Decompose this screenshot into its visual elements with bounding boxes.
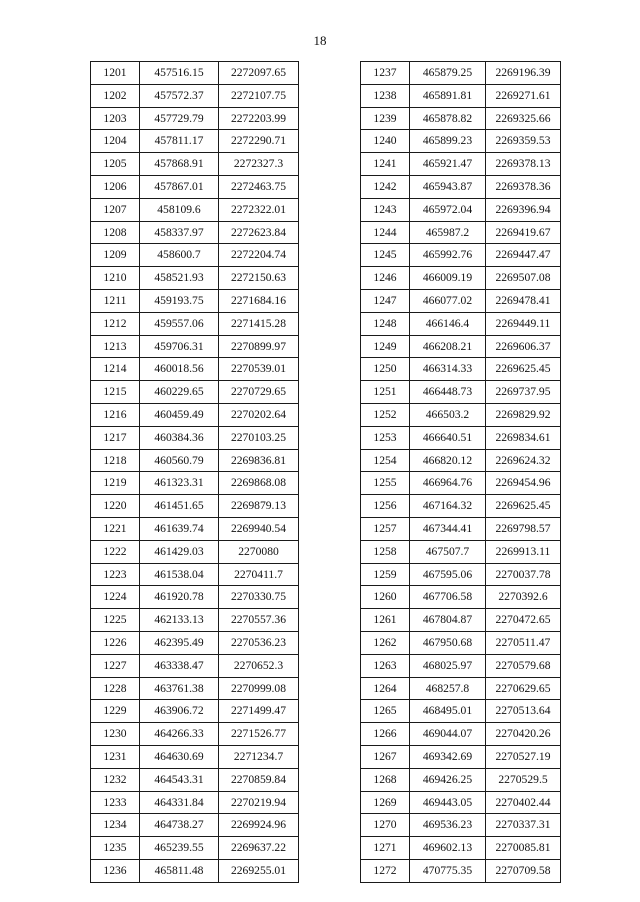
table-row <box>361 312 561 335</box>
y-coordinate-cell: 2272463.75 <box>219 175 299 198</box>
y-coordinate-cell: 2270402.44 <box>486 791 561 814</box>
y-coordinate-cell: 2270629.65 <box>486 677 561 700</box>
point-number-cell: 1250 <box>361 358 410 381</box>
point-number-cell: 1245 <box>361 244 410 267</box>
point-number-cell: 1238 <box>361 84 410 107</box>
table-row <box>91 449 299 472</box>
x-coordinate-cell: 466208.21 <box>410 335 486 358</box>
point-number-cell: 1263 <box>361 654 410 677</box>
table-row <box>91 107 299 130</box>
table-row <box>361 723 561 746</box>
y-coordinate-cell: 2269478.41 <box>486 289 561 312</box>
x-coordinate-cell: 457729.79 <box>140 107 219 130</box>
point-number-cell: 1202 <box>91 84 140 107</box>
table-row <box>91 563 299 586</box>
point-number-cell: 1230 <box>91 723 140 746</box>
x-coordinate-cell: 469426.25 <box>410 768 486 791</box>
point-number-cell: 1269 <box>361 791 410 814</box>
coordinates-table-left <box>90 61 299 883</box>
y-coordinate-cell: 2270411.7 <box>219 563 299 586</box>
table-row <box>91 586 299 609</box>
x-coordinate-cell: 457868.91 <box>140 153 219 176</box>
y-coordinate-cell: 2270579.68 <box>486 654 561 677</box>
point-number-cell: 1251 <box>361 381 410 404</box>
point-number-cell: 1239 <box>361 107 410 130</box>
table-row <box>361 358 561 381</box>
y-coordinate-cell: 2269940.54 <box>219 517 299 540</box>
y-coordinate-cell: 2269196.39 <box>486 62 561 85</box>
y-coordinate-cell: 2270899.97 <box>219 335 299 358</box>
y-coordinate-cell: 2269447.47 <box>486 244 561 267</box>
y-coordinate-cell: 2269836.81 <box>219 449 299 472</box>
x-coordinate-cell: 465943.87 <box>410 175 486 198</box>
x-coordinate-cell: 465921.47 <box>410 153 486 176</box>
point-number-cell: 1234 <box>91 814 140 837</box>
y-coordinate-cell: 2270513.64 <box>486 700 561 723</box>
x-coordinate-cell: 466640.51 <box>410 426 486 449</box>
x-coordinate-cell: 464630.69 <box>140 745 219 768</box>
table-row <box>91 221 299 244</box>
y-coordinate-cell: 2269325.66 <box>486 107 561 130</box>
point-number-cell: 1258 <box>361 540 410 563</box>
point-number-cell: 1233 <box>91 791 140 814</box>
table-row <box>361 267 561 290</box>
point-number-cell: 1203 <box>91 107 140 130</box>
y-coordinate-cell: 2270103.25 <box>219 426 299 449</box>
x-coordinate-cell: 467706.58 <box>410 586 486 609</box>
point-number-cell: 1219 <box>91 472 140 495</box>
table-row <box>91 130 299 153</box>
x-coordinate-cell: 470775.35 <box>410 859 486 882</box>
table-row <box>361 745 561 768</box>
coordinates-table-right <box>360 61 561 883</box>
point-number-cell: 1248 <box>361 312 410 335</box>
table-row <box>361 289 561 312</box>
point-number-cell: 1210 <box>91 267 140 290</box>
point-number-cell: 1217 <box>91 426 140 449</box>
y-coordinate-cell: 2272097.65 <box>219 62 299 85</box>
point-number-cell: 1227 <box>91 654 140 677</box>
y-coordinate-cell: 2269829.92 <box>486 403 561 426</box>
table-row <box>361 381 561 404</box>
point-number-cell: 1204 <box>91 130 140 153</box>
y-coordinate-cell: 2272204.74 <box>219 244 299 267</box>
y-coordinate-cell: 2269637.22 <box>219 837 299 860</box>
table-row <box>91 153 299 176</box>
table-row <box>91 745 299 768</box>
y-coordinate-cell: 2270392.6 <box>486 586 561 609</box>
point-number-cell: 1205 <box>91 153 140 176</box>
y-coordinate-cell: 2269419.67 <box>486 221 561 244</box>
point-number-cell: 1213 <box>91 335 140 358</box>
table-row <box>91 723 299 746</box>
table-row <box>91 791 299 814</box>
point-number-cell: 1261 <box>361 609 410 632</box>
x-coordinate-cell: 463761.38 <box>140 677 219 700</box>
point-number-cell: 1218 <box>91 449 140 472</box>
table-row <box>91 472 299 495</box>
table-row <box>361 609 561 632</box>
x-coordinate-cell: 466146.4 <box>410 312 486 335</box>
x-coordinate-cell: 461429.03 <box>140 540 219 563</box>
y-coordinate-cell: 2270337.31 <box>486 814 561 837</box>
point-number-cell: 1267 <box>361 745 410 768</box>
y-coordinate-cell: 2269879.13 <box>219 495 299 518</box>
y-coordinate-cell: 2269606.37 <box>486 335 561 358</box>
x-coordinate-cell: 469044.07 <box>410 723 486 746</box>
table-row <box>361 244 561 267</box>
x-coordinate-cell: 460018.56 <box>140 358 219 381</box>
table-row <box>91 358 299 381</box>
x-coordinate-cell: 464738.27 <box>140 814 219 837</box>
y-coordinate-cell: 2270536.23 <box>219 631 299 654</box>
x-coordinate-cell: 468495.01 <box>410 700 486 723</box>
table-row <box>361 586 561 609</box>
x-coordinate-cell: 466503.2 <box>410 403 486 426</box>
y-coordinate-cell: 2269924.96 <box>219 814 299 837</box>
x-coordinate-cell: 468257.8 <box>410 677 486 700</box>
table-row <box>91 814 299 837</box>
x-coordinate-cell: 467164.32 <box>410 495 486 518</box>
point-number-cell: 1216 <box>91 403 140 426</box>
y-coordinate-cell: 2269737.95 <box>486 381 561 404</box>
table-row <box>361 84 561 107</box>
point-number-cell: 1225 <box>91 609 140 632</box>
table-row <box>361 449 561 472</box>
x-coordinate-cell: 461920.78 <box>140 586 219 609</box>
point-number-cell: 1240 <box>361 130 410 153</box>
table-row <box>91 62 299 85</box>
y-coordinate-cell: 2270729.65 <box>219 381 299 404</box>
x-coordinate-cell: 467507.7 <box>410 540 486 563</box>
y-coordinate-cell: 2269378.36 <box>486 175 561 198</box>
point-number-cell: 1228 <box>91 677 140 700</box>
table-row <box>361 495 561 518</box>
point-number-cell: 1223 <box>91 563 140 586</box>
x-coordinate-cell: 466964.76 <box>410 472 486 495</box>
point-number-cell: 1260 <box>361 586 410 609</box>
x-coordinate-cell: 465972.04 <box>410 198 486 221</box>
table-row <box>91 335 299 358</box>
point-number-cell: 1231 <box>91 745 140 768</box>
table-row <box>91 381 299 404</box>
table-row <box>361 540 561 563</box>
y-coordinate-cell: 2272107.75 <box>219 84 299 107</box>
y-coordinate-cell: 2269624.32 <box>486 449 561 472</box>
y-coordinate-cell: 2270037.78 <box>486 563 561 586</box>
point-number-cell: 1247 <box>361 289 410 312</box>
x-coordinate-cell: 466077.02 <box>410 289 486 312</box>
table-row <box>361 768 561 791</box>
y-coordinate-cell: 2270330.75 <box>219 586 299 609</box>
y-coordinate-cell: 2270709.58 <box>486 859 561 882</box>
point-number-cell: 1265 <box>361 700 410 723</box>
point-number-cell: 1259 <box>361 563 410 586</box>
x-coordinate-cell: 460229.65 <box>140 381 219 404</box>
table-row <box>91 517 299 540</box>
table-row <box>91 768 299 791</box>
x-coordinate-cell: 457811.17 <box>140 130 219 153</box>
table-row <box>361 791 561 814</box>
point-number-cell: 1249 <box>361 335 410 358</box>
y-coordinate-cell: 2271499.47 <box>219 700 299 723</box>
table-row <box>361 221 561 244</box>
x-coordinate-cell: 464543.31 <box>140 768 219 791</box>
y-coordinate-cell: 2270652.3 <box>219 654 299 677</box>
point-number-cell: 1257 <box>361 517 410 540</box>
x-coordinate-cell: 465239.55 <box>140 837 219 860</box>
table-row <box>361 654 561 677</box>
table-row <box>91 837 299 860</box>
table-row <box>91 859 299 882</box>
table-row <box>91 198 299 221</box>
y-coordinate-cell: 2269507.08 <box>486 267 561 290</box>
x-coordinate-cell: 460384.36 <box>140 426 219 449</box>
point-number-cell: 1232 <box>91 768 140 791</box>
point-number-cell: 1253 <box>361 426 410 449</box>
y-coordinate-cell: 2269625.45 <box>486 495 561 518</box>
y-coordinate-cell: 2269834.61 <box>486 426 561 449</box>
table-row <box>361 107 561 130</box>
y-coordinate-cell: 2270859.84 <box>219 768 299 791</box>
x-coordinate-cell: 466314.33 <box>410 358 486 381</box>
point-number-cell: 1271 <box>361 837 410 860</box>
table-row <box>361 837 561 860</box>
table-row <box>361 814 561 837</box>
y-coordinate-cell: 2272150.63 <box>219 267 299 290</box>
x-coordinate-cell: 457516.15 <box>140 62 219 85</box>
coordinates-table-right-body <box>361 62 561 883</box>
point-number-cell: 1214 <box>91 358 140 381</box>
y-coordinate-cell: 2269913.11 <box>486 540 561 563</box>
x-coordinate-cell: 469342.69 <box>410 745 486 768</box>
x-coordinate-cell: 459557.06 <box>140 312 219 335</box>
table-row <box>91 426 299 449</box>
x-coordinate-cell: 465891.81 <box>410 84 486 107</box>
y-coordinate-cell: 2270511.47 <box>486 631 561 654</box>
point-number-cell: 1208 <box>91 221 140 244</box>
x-coordinate-cell: 458521.93 <box>140 267 219 290</box>
table-row <box>361 677 561 700</box>
point-number-cell: 1207 <box>91 198 140 221</box>
table-row <box>361 700 561 723</box>
y-coordinate-cell: 2270529.5 <box>486 768 561 791</box>
table-row <box>91 677 299 700</box>
table-row <box>91 312 299 335</box>
x-coordinate-cell: 467344.41 <box>410 517 486 540</box>
y-coordinate-cell: 2270539.01 <box>219 358 299 381</box>
table-row <box>91 609 299 632</box>
y-coordinate-cell: 2269255.01 <box>219 859 299 882</box>
x-coordinate-cell: 469602.13 <box>410 837 486 860</box>
x-coordinate-cell: 465878.82 <box>410 107 486 130</box>
point-number-cell: 1243 <box>361 198 410 221</box>
table-row <box>91 540 299 563</box>
table-row <box>361 631 561 654</box>
table-row <box>361 153 561 176</box>
y-coordinate-cell: 2271526.77 <box>219 723 299 746</box>
point-number-cell: 1264 <box>361 677 410 700</box>
table-row <box>91 654 299 677</box>
y-coordinate-cell: 2269378.13 <box>486 153 561 176</box>
table-row <box>91 289 299 312</box>
point-number-cell: 1212 <box>91 312 140 335</box>
page-number: 18 <box>313 33 327 48</box>
point-number-cell: 1244 <box>361 221 410 244</box>
y-coordinate-cell: 2270557.36 <box>219 609 299 632</box>
x-coordinate-cell: 468025.97 <box>410 654 486 677</box>
y-coordinate-cell: 2270202.64 <box>219 403 299 426</box>
point-number-cell: 1252 <box>361 403 410 426</box>
table-row <box>91 700 299 723</box>
x-coordinate-cell: 464331.84 <box>140 791 219 814</box>
table-row <box>91 244 299 267</box>
y-coordinate-cell: 2269449.11 <box>486 312 561 335</box>
x-coordinate-cell: 465987.2 <box>410 221 486 244</box>
point-number-cell: 1222 <box>91 540 140 563</box>
point-number-cell: 1266 <box>361 723 410 746</box>
table-row <box>361 403 561 426</box>
y-coordinate-cell: 2270472.65 <box>486 609 561 632</box>
table-row <box>361 517 561 540</box>
table-row <box>91 84 299 107</box>
table-row <box>91 403 299 426</box>
table-row <box>361 426 561 449</box>
x-coordinate-cell: 467950.68 <box>410 631 486 654</box>
y-coordinate-cell: 2270999.08 <box>219 677 299 700</box>
x-coordinate-cell: 459193.75 <box>140 289 219 312</box>
y-coordinate-cell: 2272322.01 <box>219 198 299 221</box>
y-coordinate-cell: 2271684.16 <box>219 289 299 312</box>
coordinates-table-left-body <box>91 62 299 883</box>
point-number-cell: 1229 <box>91 700 140 723</box>
y-coordinate-cell: 2269271.61 <box>486 84 561 107</box>
point-number-cell: 1272 <box>361 859 410 882</box>
x-coordinate-cell: 458109.6 <box>140 198 219 221</box>
x-coordinate-cell: 465879.25 <box>410 62 486 85</box>
table-row <box>91 267 299 290</box>
point-number-cell: 1221 <box>91 517 140 540</box>
table-row <box>361 335 561 358</box>
x-coordinate-cell: 458337.97 <box>140 221 219 244</box>
x-coordinate-cell: 460459.49 <box>140 403 219 426</box>
point-number-cell: 1237 <box>361 62 410 85</box>
table-row <box>361 859 561 882</box>
x-coordinate-cell: 469536.23 <box>410 814 486 837</box>
table-row <box>91 495 299 518</box>
y-coordinate-cell: 2271415.28 <box>219 312 299 335</box>
x-coordinate-cell: 457867.01 <box>140 175 219 198</box>
table-row <box>361 472 561 495</box>
x-coordinate-cell: 464266.33 <box>140 723 219 746</box>
y-coordinate-cell: 2269798.57 <box>486 517 561 540</box>
point-number-cell: 1268 <box>361 768 410 791</box>
y-coordinate-cell: 2270080 <box>219 540 299 563</box>
point-number-cell: 1226 <box>91 631 140 654</box>
x-coordinate-cell: 463906.72 <box>140 700 219 723</box>
y-coordinate-cell: 2270219.94 <box>219 791 299 814</box>
x-coordinate-cell: 461639.74 <box>140 517 219 540</box>
y-coordinate-cell: 2269868.08 <box>219 472 299 495</box>
x-coordinate-cell: 462133.13 <box>140 609 219 632</box>
point-number-cell: 1215 <box>91 381 140 404</box>
y-coordinate-cell: 2270527.19 <box>486 745 561 768</box>
point-number-cell: 1256 <box>361 495 410 518</box>
x-coordinate-cell: 458600.7 <box>140 244 219 267</box>
point-number-cell: 1211 <box>91 289 140 312</box>
point-number-cell: 1270 <box>361 814 410 837</box>
x-coordinate-cell: 465899.23 <box>410 130 486 153</box>
point-number-cell: 1209 <box>91 244 140 267</box>
table-row <box>361 563 561 586</box>
point-number-cell: 1224 <box>91 586 140 609</box>
x-coordinate-cell: 466009.19 <box>410 267 486 290</box>
y-coordinate-cell: 2269359.53 <box>486 130 561 153</box>
y-coordinate-cell: 2272203.99 <box>219 107 299 130</box>
y-coordinate-cell: 2272623.84 <box>219 221 299 244</box>
point-number-cell: 1235 <box>91 837 140 860</box>
x-coordinate-cell: 460560.79 <box>140 449 219 472</box>
x-coordinate-cell: 461451.65 <box>140 495 219 518</box>
y-coordinate-cell: 2270420.26 <box>486 723 561 746</box>
table-row <box>361 62 561 85</box>
table-row <box>91 175 299 198</box>
x-coordinate-cell: 469443.05 <box>410 791 486 814</box>
x-coordinate-cell: 466448.73 <box>410 381 486 404</box>
y-coordinate-cell: 2269625.45 <box>486 358 561 381</box>
point-number-cell: 1246 <box>361 267 410 290</box>
x-coordinate-cell: 462395.49 <box>140 631 219 654</box>
y-coordinate-cell: 2271234.7 <box>219 745 299 768</box>
table-row <box>361 175 561 198</box>
point-number-cell: 1262 <box>361 631 410 654</box>
y-coordinate-cell: 2272327.3 <box>219 153 299 176</box>
x-coordinate-cell: 463338.47 <box>140 654 219 677</box>
x-coordinate-cell: 467804.87 <box>410 609 486 632</box>
y-coordinate-cell: 2270085.81 <box>486 837 561 860</box>
point-number-cell: 1236 <box>91 859 140 882</box>
table-row <box>361 130 561 153</box>
y-coordinate-cell: 2269454.96 <box>486 472 561 495</box>
y-coordinate-cell: 2272290.71 <box>219 130 299 153</box>
point-number-cell: 1220 <box>91 495 140 518</box>
point-number-cell: 1255 <box>361 472 410 495</box>
x-coordinate-cell: 459706.31 <box>140 335 219 358</box>
point-number-cell: 1201 <box>91 62 140 85</box>
point-number-cell: 1206 <box>91 175 140 198</box>
y-coordinate-cell: 2269396.94 <box>486 198 561 221</box>
x-coordinate-cell: 457572.37 <box>140 84 219 107</box>
table-row <box>361 198 561 221</box>
x-coordinate-cell: 465992.76 <box>410 244 486 267</box>
x-coordinate-cell: 461538.04 <box>140 563 219 586</box>
x-coordinate-cell: 465811.48 <box>140 859 219 882</box>
point-number-cell: 1242 <box>361 175 410 198</box>
point-number-cell: 1241 <box>361 153 410 176</box>
x-coordinate-cell: 467595.06 <box>410 563 486 586</box>
table-row <box>91 631 299 654</box>
x-coordinate-cell: 461323.31 <box>140 472 219 495</box>
x-coordinate-cell: 466820.12 <box>410 449 486 472</box>
point-number-cell: 1254 <box>361 449 410 472</box>
